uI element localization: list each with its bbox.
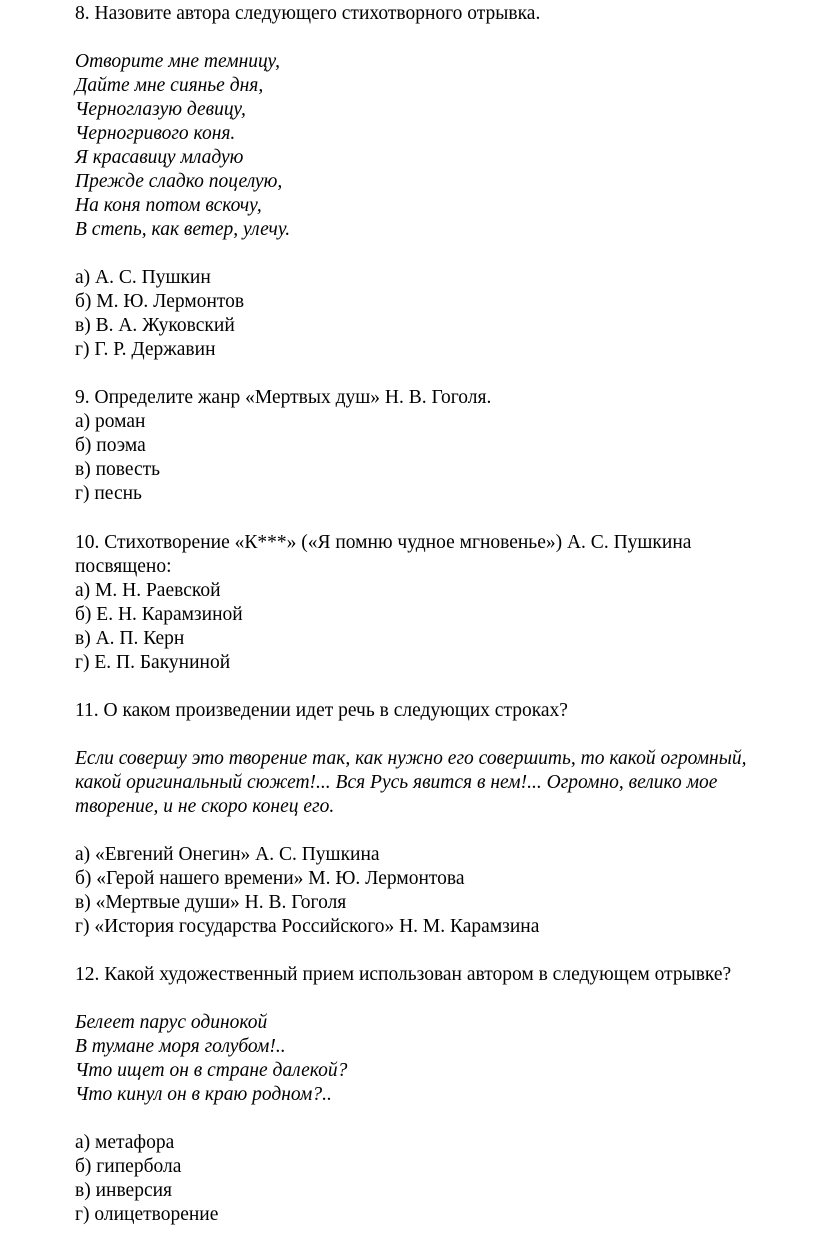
question-8-excerpt-line: Я красавицу младую <box>75 147 244 168</box>
question-9-option-c: в) повесть <box>75 459 161 480</box>
question-8-excerpt-line: Черногривого коня. <box>75 123 236 144</box>
question-8-excerpt-line: Прежде сладко поцелую, <box>75 171 283 192</box>
question-9-option-d: г) песнь <box>75 483 142 504</box>
question-11-excerpt-line: какой оригинальный сюжет!... Вся Русь явится в нем!... Огромно, велико мое <box>75 772 718 793</box>
question-8-prompt: 8. Назовите автора следующего стихотворного отрывка. <box>75 3 541 24</box>
question-12-option-c: в) инверсия <box>75 1180 173 1201</box>
question-10-option-c: в) А. П. Керн <box>75 628 185 649</box>
question-12-excerpt-line: Что ищет он в стране далекой? <box>75 1060 348 1081</box>
question-11-option-c: в) «Мертвые души» Н. В. Гоголя <box>75 892 347 913</box>
question-10-prompt-continued: посвящено: <box>75 556 172 577</box>
question-8-option-c: в) В. А. Жуковский <box>75 315 235 336</box>
question-12-prompt: 12. Какой художественный прием использован автором в следующем отрывке? <box>75 964 732 985</box>
question-8-excerpt-line: В степь, как ветер, улечу. <box>75 219 291 240</box>
question-10-prompt: 10. Стихотворение «К***» («Я помню чудное мгновенье») А. С. Пушкина <box>75 532 692 553</box>
question-8-excerpt-line: На коня потом вскочу, <box>75 195 262 216</box>
question-8-option-b: б) М. Ю. Лермонтов <box>75 291 245 312</box>
question-10-option-a: а) М. Н. Раевской <box>75 580 221 601</box>
question-12-option-d: г) олицетворение <box>75 1204 219 1225</box>
question-9-option-b: б) поэма <box>75 435 146 456</box>
question-9-option-a: а) роман <box>75 411 146 432</box>
question-11-excerpt-line: творение, и не скоро конец его. <box>75 796 335 817</box>
question-12-excerpt-line: В тумане моря голубом!.. <box>75 1036 286 1057</box>
question-12-excerpt-line: Белеет парус одинокой <box>75 1012 268 1033</box>
question-12-excerpt-line: Что кинул он в краю родном?.. <box>75 1084 332 1105</box>
question-11-option-a: а) «Евгений Онегин» А. С. Пушкина <box>75 844 380 865</box>
question-8-excerpt-line: Дайте мне сиянье дня, <box>75 75 264 96</box>
question-11-excerpt-line: Если совершу это творение так, как нужно его совершить, то какой огромный, <box>75 748 747 769</box>
question-8-option-a: а) А. С. Пушкин <box>75 267 211 288</box>
question-8-excerpt-line: Черноглазую девицу, <box>75 99 246 120</box>
question-11-prompt: 11. О каком произведении идет речь в следующих строках? <box>75 700 568 721</box>
question-11-option-d: г) «История государства Российского» Н. М. Карамзина <box>75 916 540 937</box>
question-11-option-b: б) «Герой нашего времени» М. Ю. Лермонтова <box>75 868 465 889</box>
question-8-option-d: г) Г. Р. Державин <box>75 339 216 360</box>
question-10-option-d: г) Е. П. Бакуниной <box>75 652 231 673</box>
question-12-option-a: а) метафора <box>75 1132 175 1153</box>
question-10-option-b: б) Е. Н. Карамзиной <box>75 604 243 625</box>
question-9-prompt: 9. Определите жанр «Мертвых душ» Н. В. Гоголя. <box>75 387 492 408</box>
question-8-excerpt-line: Отворите мне темницу, <box>75 51 281 72</box>
question-12-option-b: б) гипербола <box>75 1156 182 1177</box>
